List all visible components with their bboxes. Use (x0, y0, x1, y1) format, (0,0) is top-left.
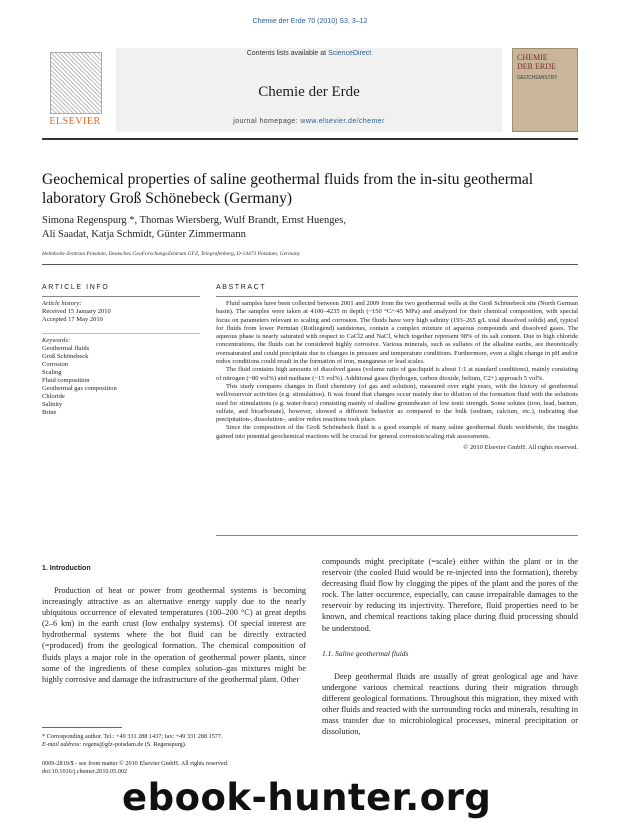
abstract-paragraph-2: The fluid contains high amounts of dissolved gases (volume ratio of gas:liquid is about 1:1 at standard conditions), mainly consisting of nitrogen (~80 vol%) and methane (~15 vol%). Additional gases (hydrogen, carbon dioxide, helium, C2+) approach 5 vol%. (216, 366, 578, 382)
copyright: © 2010 Elsevier GmbH. All rights reserved. (463, 444, 578, 452)
keyword: Groß Schönebeck (42, 353, 89, 360)
intro-continuation: compounds might precipitate (=scale) either within the plant or in the reservoir (the cooled fluid would be re-injected into the formation), thereby decreasing fluid flow by clogging the pipes of the plant and the pores of the rock. The latter occurence, especially, can cause irrepairable damages to the reservoir by reducing its injectivity. Therefore, fluid properties need to be known, and chemical reactions taking place during fluid processing should be understood. (322, 557, 578, 633)
header-divider (42, 264, 578, 265)
received-date: Received 15 January 2010 (42, 308, 111, 315)
elsevier-tree-icon (50, 52, 102, 114)
email-line (42, 741, 306, 749)
cover-subtitle: GEOCHEMISTRY (517, 75, 558, 81)
authors-line-1[interactable]: Simona Regenspurg *, Thomas Wiersberg, Wulf Brandt, Ernst Huenges, (42, 215, 346, 226)
keyword: Geothermal gas composition (42, 385, 117, 392)
journal-homepage (116, 118, 502, 125)
footnote-rule (42, 727, 122, 728)
left-column (42, 585, 306, 685)
authors-line-2[interactable]: Ali Saadat, Katja Schmidt, Günter Zimmermann (42, 229, 246, 240)
keyword: Scaling (42, 369, 62, 376)
elsevier-logo[interactable] (42, 48, 108, 132)
keyword: Salinity (42, 401, 63, 408)
keyword-list (42, 345, 200, 417)
keyword: Fluid composition (42, 377, 90, 384)
article-info (42, 300, 200, 417)
right-column (322, 556, 578, 737)
subsection-heading: 1.1. Saline geothermal fluids (322, 648, 409, 658)
corresponding-author: * Corresponding author. Tel.: +49 331 288 1437; fax: +49 331 288 1577. (42, 733, 223, 740)
sciencedirect-link[interactable]: ScienceDirect (328, 50, 372, 57)
elsevier-wordmark: ELSEVIER (49, 116, 101, 127)
issn-doi (42, 760, 306, 776)
journal-cover-thumbnail[interactable] (512, 48, 578, 132)
homepage-link[interactable]: www.elsevier.de/chemer (300, 118, 385, 125)
email-address[interactable]: regens@gfz-potsdam.de (S. Regenspurg). (81, 741, 187, 748)
affiliation: Helmholtz-Zentrum Potsdam, Deutsches GeoForschungsZentrum GFZ, Telegrafenberg, D-14473 Potsdam, Germany (42, 251, 301, 257)
keyword: Chloride (42, 393, 65, 400)
journal-citation: Chemie der Erde 70 (2010) S3, 3–12 (252, 18, 368, 25)
keyword: Brine (42, 409, 57, 416)
cover-title: CHEMIE DER ERDE (517, 53, 556, 71)
doi-line[interactable]: doi:10.1016/j.chemer.2010.05.002 (42, 768, 128, 775)
intro-paragraph: Production of heat or power from geothermal systems is becoming increasingly attractive as an alternative energy supply due to the nearly ubiquitous occurrence of elevated temperatures (100–200 °C) at great depths (2–6 km) in the earth crust (low enthalpy systems). Of special interest are hydrothermal systems where the hot fluid can be directly extracted (=produced) from the geological formation. The chemical composition of fluids plays a major role in the operation of geothermal power plants, since some of the ingredients of these complex solution–gas mixtures might be highly corrosive and damage the infrastructure of the geothermal plant. Other (42, 586, 306, 684)
masthead (42, 48, 578, 132)
homepage-prefix: journal homepage: (233, 118, 301, 125)
abstract-body (216, 300, 578, 452)
abstract-heading: ABSTRACT (216, 284, 267, 291)
abstract-bottom-rule (216, 535, 578, 536)
keywords-label: Keywords: (42, 337, 70, 344)
article-info-inner-rule (42, 333, 200, 334)
section-heading-introduction: 1. Introduction (42, 565, 91, 572)
masthead-rule (42, 138, 578, 140)
abstract-paragraph-3: This study compares changes in fluid chemistry (of gas and solution), measured over eight years, with the history of geothermal well/reservoir activities (e.g. stimulation). It was found that changes occur mainly due to dilution of the formation fluid with the solutions used for stimulations (e.g. water-fracs) consisting mainly of shallow groundwater of low ionic strength. Some solutes (iron, lead, barium, sulfate, and bicarbonate), however, showed a different behavior as compared to the bulk (sodium, calcium, etc.), indicating that precipitation-, dissolution-, and/or redox reactions took place. (216, 382, 578, 424)
article-info-heading: ARTICLE INFO (42, 284, 110, 291)
history-label: Article history: (42, 300, 82, 307)
article-info-rule (42, 296, 200, 297)
contents-prefix: Contents lists available at (246, 50, 329, 57)
accepted-date: Accepted 17 May 2010 (42, 316, 103, 323)
contents-line (116, 50, 502, 57)
author-list (42, 214, 582, 242)
issn-line: 0009-2819/$ - see front matter © 2010 Elsevier GmbH. All rights reserved. (42, 760, 229, 767)
watermark: ebook-hunter.org (122, 776, 492, 819)
keyword: Geothermal fluids (42, 345, 90, 352)
abstract-paragraph-1: Fluid samples have been collected between 2001 and 2009 from the two geothermal wells at the Groß Schönebeck site (North German basin). The samples were taken at 4100–4235 m depth (~150 °C/~45 MPa) and analyzed for their chemical composition, with special focus on parameters relevant to scaling and corrosion. The fluids have very high salinity (193–265 g/L total dissolved solids) and, typical for fluids from lower Permian (Rotliegend) sandstones, contain a complex mixture of aqueous compounds and dissolved gases. The aqueous phase is nearly saturated with respect to CaCl2 and NaCl, which together represent 98% of its salt content. Due to high chloride concentrations, the fluids can be considered highly corrosive. Various minerals, such as sulfates of the alkaline earths, are theoretically oversaturated and could precipitate due to changes in pressure and temperature conditions. Furthermore, even a slight change in pH and/or redox conditions could result in the formation of iron, manganese or lead scales. (216, 300, 578, 366)
journal-title: Chemie der Erde (258, 84, 360, 100)
masthead-center (116, 48, 502, 132)
abstract-rule (216, 296, 578, 297)
keyword: Corrosion (42, 361, 68, 368)
email-label: E-mail address: (42, 741, 82, 748)
article-title: Geochemical properties of saline geothermal fluids from the in-situ geothermal laboratory Groß Schönebeck (Germany) (42, 171, 534, 207)
footnote (42, 733, 306, 749)
saline-fluids-paragraph: Deep geothermal fluids are usually of great geological age and have undergone various chemical reactions during their migration through different geological formations. Throughout this migration, they mixed with other fluids and reacted with the surrounding rocks and minerals, resulting in mass transfer due to microbiological processes, mineral precipitation or dissolution, (322, 671, 578, 737)
abstract-paragraph-4: Since the composition of the Groß Schönebeck fluid is a good example of many saline geothermal fluids worldwide, the insights gained into potential geochemical reactions will be crucial for general corrosion/scaling risk assessments. (216, 424, 578, 440)
